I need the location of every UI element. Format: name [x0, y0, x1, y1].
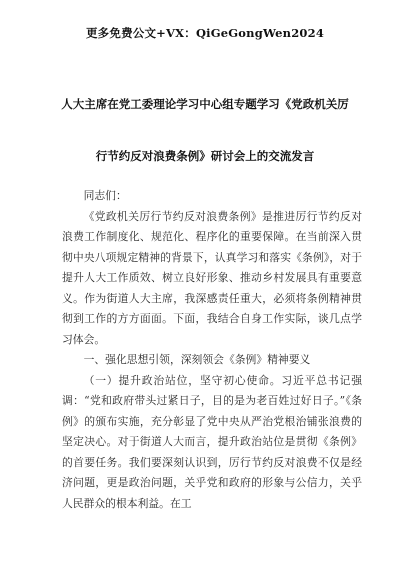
- body-paragraph: （一）提升政治站位，坚守初心使命。习近平总书记强调：“党和政府带头过紧日子，目的是为老百姓过好日子。”《条例》的颁布实施，充分彰显了党中央从严治党根治铺张浪费的坚定决心。对于街道人大而言，提升政治站位是贯彻《条例》的首要任务。我们要深刻认识到，厉行节约反对浪费不仅是经济问题，更是政治问题，关乎党和政府的形象与公信力，关乎人民群众的根本利益。在工: [62, 373, 362, 510]
- section-heading: 一、强化思想引领，深刻领会《条例》精神要义: [83, 353, 311, 366]
- document-title-line-2: 行节约反对浪费条例》研讨会上的交流发言: [95, 149, 315, 163]
- document-title-line-1: 人大主席在党工委理论学习中心组专题学习《党政机关厉: [61, 97, 349, 111]
- salutation: 同志们：: [83, 189, 127, 202]
- document-body: [62, 186, 362, 514]
- body-paragraph: 《党政机关厉行节约反对浪费条例》是推进厉行节约反对浪费工作制度化、规范化、程序化的重要保障。在当前深入贯彻中央八项规定精神的背景下，认真学习和落实《条例》，对于提升人大工作质效、树立良好形象、推动乡村发展具有重要意义。作为街道人大主席，我深感责任重大，必须将条例精神贯彻到工作的方方面面。下面，我结合自身工作实际，谈几点学习体会。: [62, 209, 362, 346]
- document-header: 更多免费公文+VX：QiGeGongWen2024: [85, 26, 325, 40]
